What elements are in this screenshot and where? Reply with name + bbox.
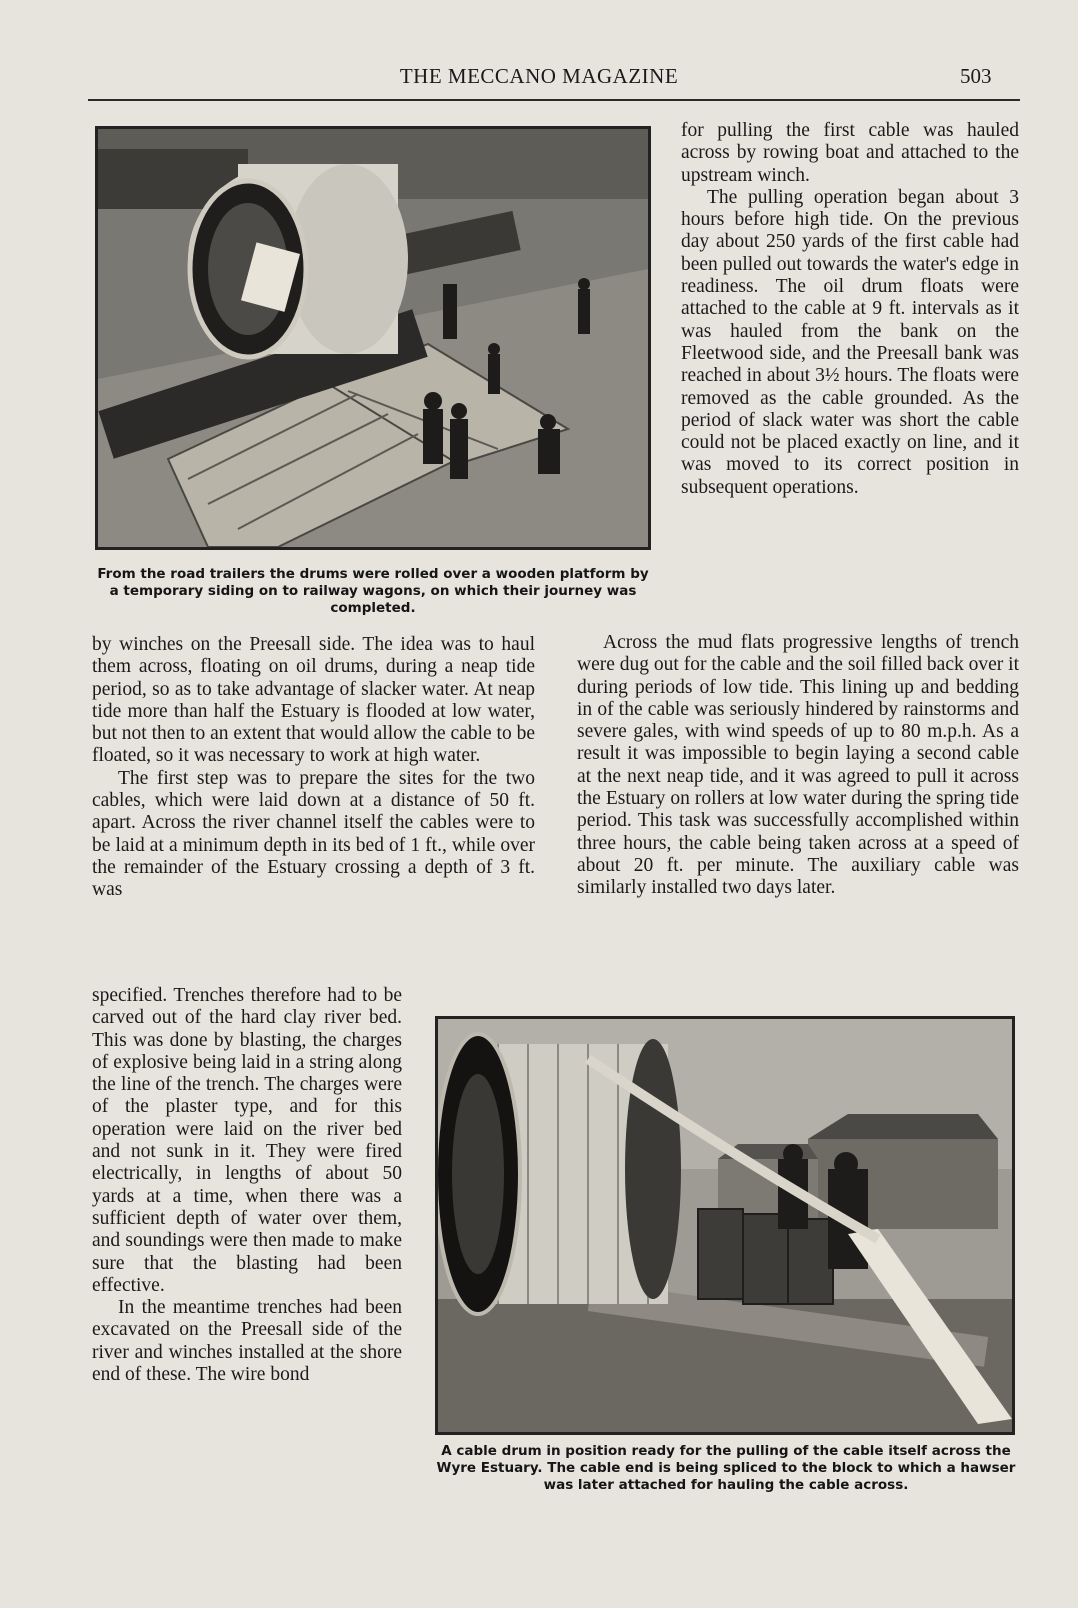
article-paragraph: In the meantime trenches had been excavated on the Preesall side of the river and winches installed at the shore end of these. The wire bond bbox=[92, 1297, 402, 1386]
photo-cable-drum-trailer bbox=[95, 126, 651, 550]
photo-caption-top: From the road trailers the drums were rolled over a wooden platform by a temporary siding on to railway wagons, on which their journey was completed. bbox=[97, 566, 649, 616]
photo-cable-drum-trailer-illustration bbox=[98, 129, 648, 547]
photo-caption-bottom: A cable drum in position ready for the pulling of the cable itself across the Wyre Estuary. The cable end is being spliced to the block to which a hawser was later attached for hauling the cable across. bbox=[436, 1443, 1016, 1493]
article-paragraph: for pulling the first cable was hauled across by rowing boat and attached to the upstream winch. bbox=[681, 120, 1019, 186]
article-paragraph: The first step was to prepare the sites for the two cables, which were laid down at a distance of 50 ft. apart. Across the river channel itself the cables were to be laid at a minimum depth in its bed of 1 ft., while over the remainder of the Estuary crossing a depth of 3 ft. was bbox=[92, 767, 535, 901]
article-paragraph: by winches on the Preesall side. The idea was to haul them across, floating on oil drums, during a neap tide period, so as to take advantage of slacker water. At neap tide more than half the Estuary is flooded at low water, but not then to an extent that would allow the cable to be floated, so it was necessary to work at high water. bbox=[92, 634, 535, 767]
article-column-right-mid bbox=[577, 632, 1019, 900]
article-paragraph: specified. Trenches therefore had to be carved out of the hard clay river bed. This was done by blasting, the charges of explosive being laid in a string along the line of the trench. The charges were of the plaster type, and for this operation were laid on the river bed and not sunk in it. They were fired electrically, in lengths of about 50 yards at a time, when there was a sufficient depth of water over them, and soundings were then made to make sure that the blasting had been effective. bbox=[92, 985, 402, 1296]
article-paragraph: The pulling operation began about 3 hours before high tide. On the previous day about 250 yards of the first cable had been pulled out towards the water's edge in readiness. The oil drum floats were attached to the cable at 9 ft. intervals as it was hauled from the bank on the Fleetwood side, and the Preesall bank was reached in about 3½ hours. The floats were removed as the cable grounded. As the period of slack water was short the cable could not be placed exactly on line, and it was moved to its correct position in subsequent operations. bbox=[681, 186, 1019, 498]
article-column-left-bottom bbox=[92, 985, 402, 1386]
photo-cable-drum-splicing bbox=[435, 1016, 1015, 1435]
header-rule bbox=[88, 99, 1020, 101]
article-paragraph: Across the mud flats progressive lengths of trench were dug out for the cable and the soil filled back over it during periods of low tide. This lining up and bedding in of the cable was seriously hindered by rainstorms and severe gales, with wind speeds of up to 80 m.p.h. As a result it was impossible to begin laying a second cable at the next neap tide, and it was agreed to pull it across the Estuary on rollers at low water during the spring tide period. This task was successfully accomplished within three hours, the cable being taken across at a speed of about 20 ft. per minute. The auxiliary cable was similarly installed two days later. bbox=[577, 632, 1019, 899]
article-column-right-top bbox=[681, 120, 1019, 499]
article-column-left-mid bbox=[92, 634, 535, 902]
photo-cable-drum-splicing-illustration bbox=[438, 1019, 1012, 1432]
page-number: 503 bbox=[960, 64, 992, 88]
page-header-title: THE MECCANO MAGAZINE bbox=[399, 64, 679, 88]
